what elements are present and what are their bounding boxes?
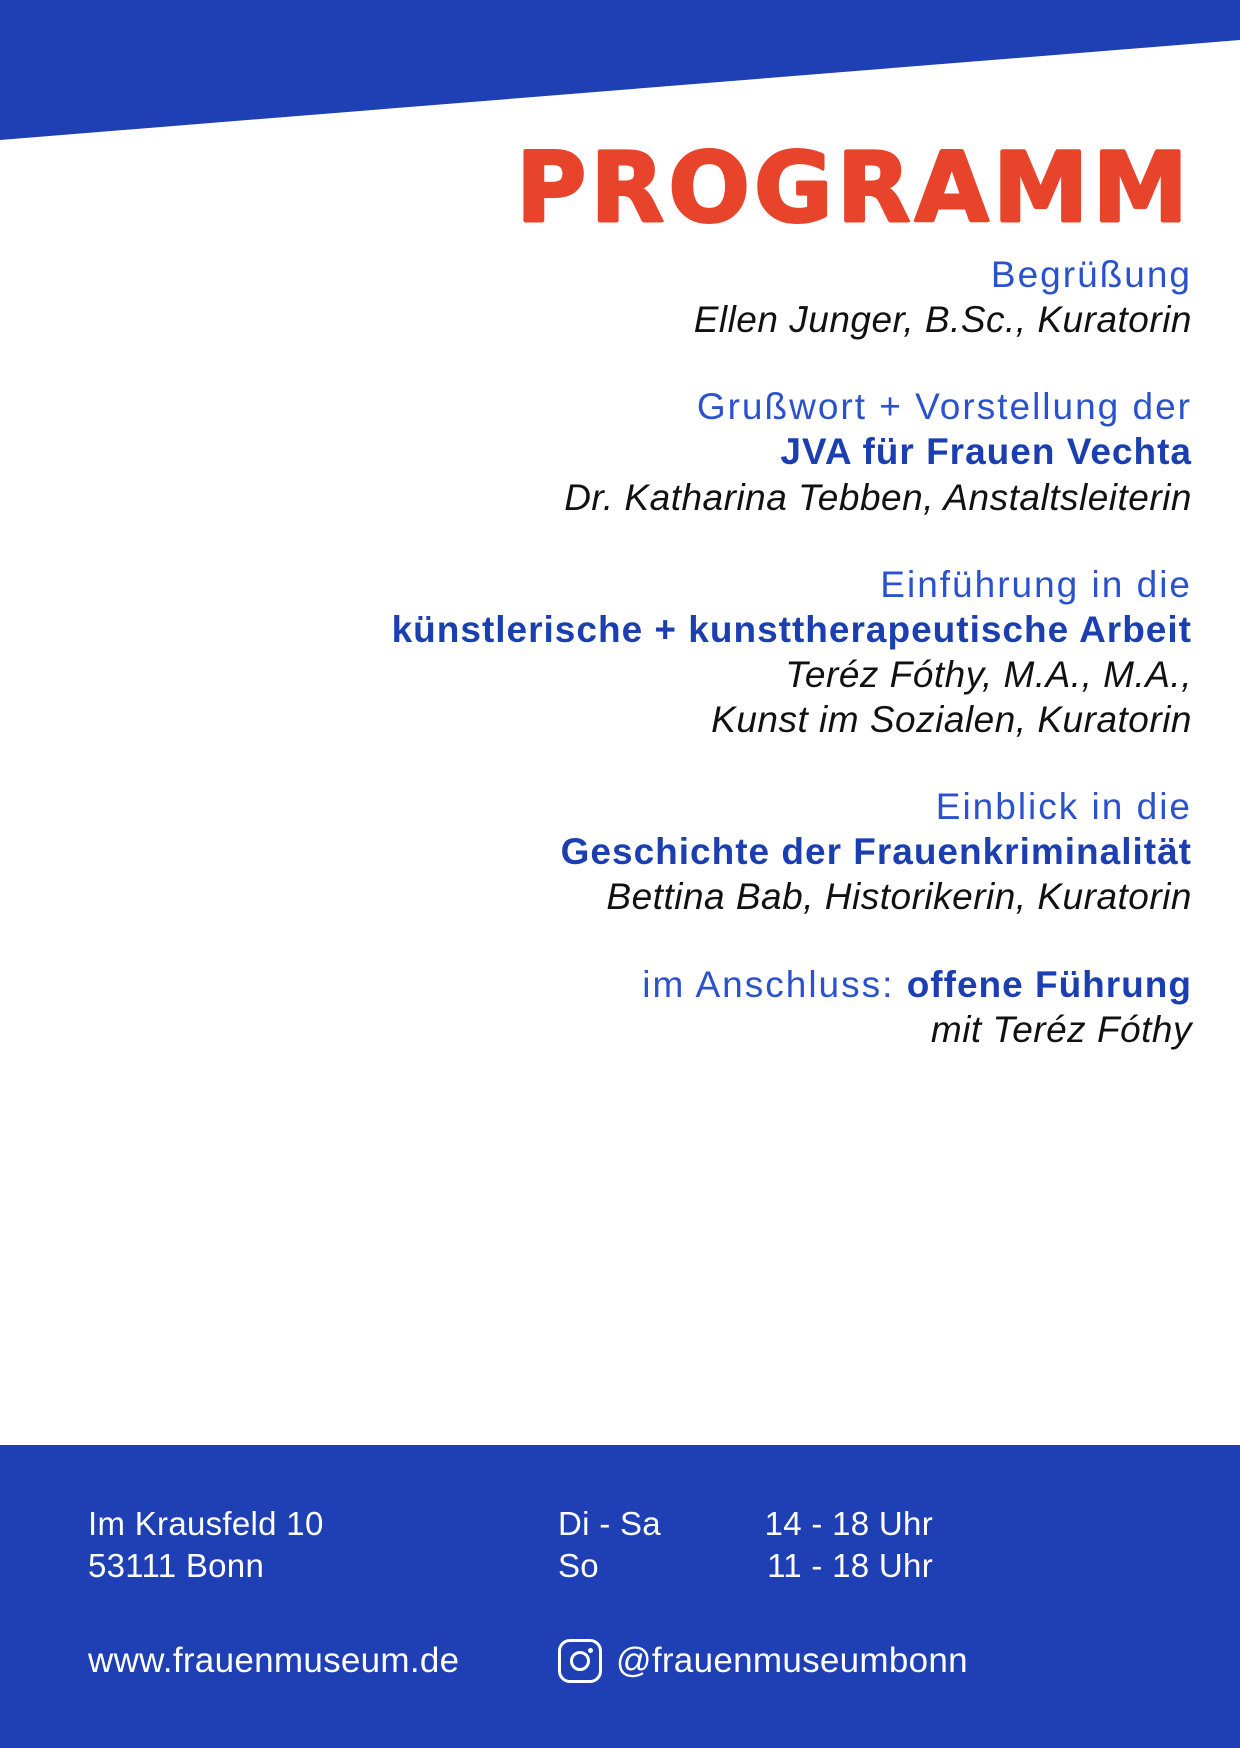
address-line-2: 53111 Bonn <box>88 1547 265 1585</box>
hours-time: 11 - 18 Uhr <box>767 1547 933 1585</box>
program-item-4 <box>72 784 1192 919</box>
footer-top-row <box>88 1503 1180 1587</box>
program-highlight-inline: offene Führung <box>906 963 1192 1005</box>
address-block <box>88 1503 558 1587</box>
website-link[interactable]: www.frauenmuseum.de <box>88 1641 460 1681</box>
program-item-5 <box>72 962 1192 1052</box>
program-person-second-line: Kunst im Sozialen, Kuratorin <box>711 699 1192 740</box>
program-closing <box>72 962 1192 1007</box>
footer-bottom-row <box>88 1639 1180 1683</box>
program-person: Dr. Katharina Tebben, Anstaltsleiterin <box>564 476 1192 518</box>
program-person: Ellen Junger, B.Sc., Kuratorin <box>693 299 1192 341</box>
program-highlight: JVA für Frauen Vechta <box>780 431 1192 473</box>
program-intro: Grußwort + Vorstellung der <box>696 386 1192 428</box>
program-item-3 <box>72 562 1192 743</box>
program-person: Bettina Bab, Historikerin, Kuratorin <box>606 876 1192 918</box>
hours-days: So <box>558 1547 599 1585</box>
program-item-2 <box>72 384 1192 519</box>
opening-hours-block <box>558 1503 1180 1587</box>
program-intro: Einführung in die <box>880 563 1192 605</box>
opening-hours-row <box>558 1503 1180 1545</box>
program-person: mit Teréz Fóthy <box>930 1008 1192 1050</box>
opening-hours-row <box>558 1545 1180 1587</box>
hours-time: 14 - 18 Uhr <box>764 1505 933 1542</box>
page-title: PROGRAMM <box>516 132 1192 244</box>
address-line-1: Im Krausfeld 10 <box>88 1505 324 1542</box>
top-blue-band <box>0 0 1240 140</box>
headline-container <box>0 132 1240 244</box>
program-person: Teréz Fóthy, M.A., M.A., <box>785 653 1192 695</box>
program-item-1 <box>72 252 1192 342</box>
instagram-handle[interactable]: @frauenmuseumbonn <box>616 1641 968 1681</box>
program-list <box>72 252 1192 1094</box>
instagram-icon <box>558 1639 602 1683</box>
instagram-block[interactable] <box>558 1639 968 1683</box>
hours-days: Di - Sa <box>558 1505 661 1542</box>
program-highlight: Geschichte der Frauenkriminalität <box>560 831 1192 873</box>
program-intro: Begrüßung <box>990 254 1192 295</box>
program-intro-inline: im Anschluss: <box>642 963 907 1005</box>
footer <box>0 1445 1240 1748</box>
program-highlight: künstlerische + kunsttherapeutische Arbeit <box>391 608 1192 650</box>
program-intro: Einblick in die <box>935 786 1192 828</box>
